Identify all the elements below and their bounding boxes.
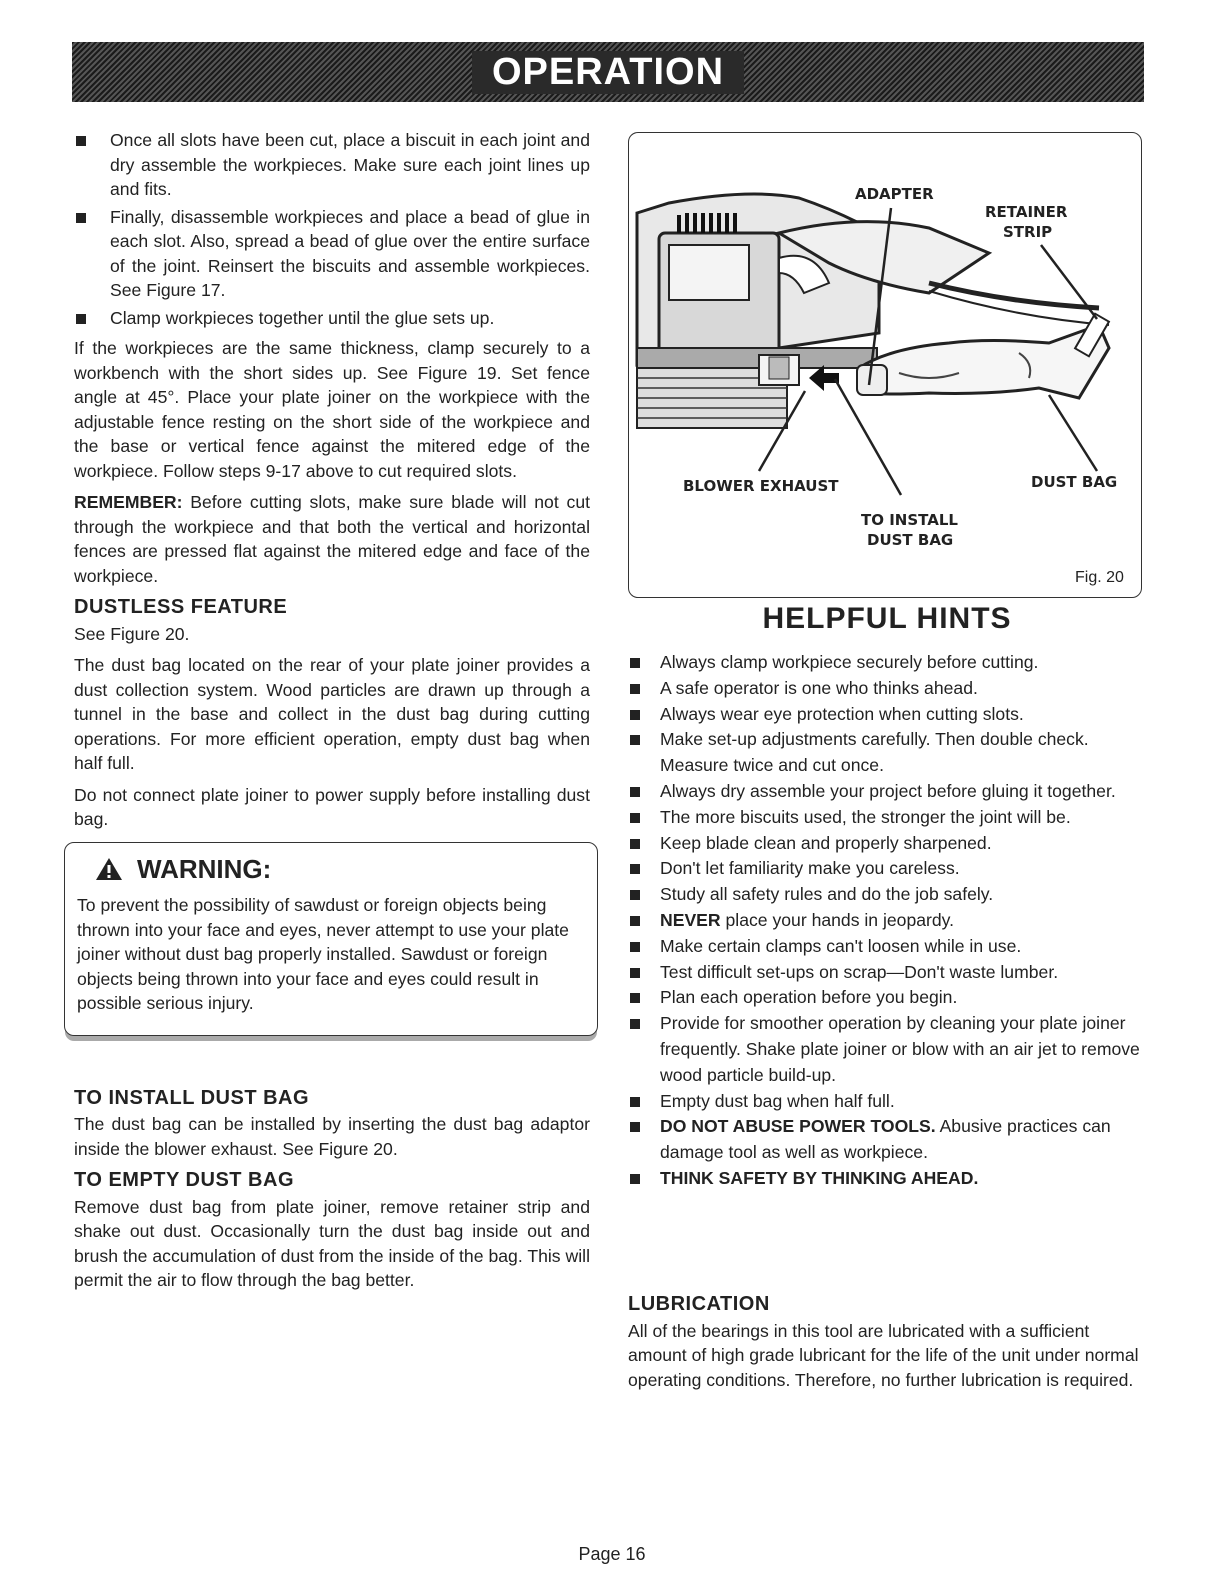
label-to-install-2: DUST BAG <box>867 531 954 549</box>
list-item: Empty dust bag when half full. <box>628 1089 1148 1115</box>
label-retainer-1: RETAINER <box>985 203 1068 221</box>
warning-text: To prevent the possibility of sawdust or foreign objects being thrown into your face and eyes, never attempt to use your plate joiner without dust bag properly installed. Sawdust or foreign objects being thrown into your face and eyes could result in possible serious injury. <box>77 895 569 1013</box>
list-item <box>628 1166 1148 1192</box>
install-heading: TO INSTALL DUST BAG <box>74 1086 310 1109</box>
warning-triangle-icon <box>95 857 123 881</box>
list-item: The more biscuits used, the stronger the joint will be. <box>628 805 1148 831</box>
list-item: Make certain clamps can't loosen while in use. <box>628 934 1148 960</box>
install-text: The dust bag can be installed by inserting the dust bag adaptor inside the blower exhaust. See Figure 20. <box>74 1114 590 1159</box>
dustless-paragraph-2: Do not connect plate joiner to power supply before installing dust bag. <box>74 784 590 829</box>
list-item <box>628 908 1148 934</box>
list-item: Make set-up adjustments carefully. Then double check. Measure twice and cut once. <box>628 727 1148 779</box>
lubrication-text: All of the bearings in this tool are lubricated with a sufficient amount of high grade lubricant for the life of the unit under normal operating conditions. Therefore, no further lubrication is required. <box>628 1320 1139 1390</box>
list-item: Always dry assemble your project before gluing it together. <box>628 779 1148 805</box>
remember-text: Before cutting slots, make sure blade will not cut through the workpiece and that both the vertical and horizontal fences are pressed flat against the mitered edge and face of the workpiece. <box>74 492 590 586</box>
section-banner <box>72 42 1144 102</box>
left-column <box>74 128 590 1300</box>
section-title: OPERATION <box>472 51 744 94</box>
label-retainer-2: STRIP <box>1003 223 1053 241</box>
think-safety: THINK SAFETY BY THINKING AHEAD. <box>660 1167 979 1188</box>
list-item: Always clamp workpiece securely before cutting. <box>628 650 1148 676</box>
mitered-paragraph: If the workpieces are the same thickness, clamp securely to a workbench with the short sides up. See Figure 19. Set fence angle at 45°. Place your plate joiner on the workpiece with the adjustable fence resting on the short side of the workpiece and the base or vertical fence against the mitered edge of the workpiece. Follow steps 9-17 above to cut required slots. <box>74 338 590 481</box>
figure-20 <box>628 132 1142 598</box>
list-item: Provide for smoother operation by cleaning your plate joiner frequently. Shake plate joiner or blow with an air jet to remove wood particle build-up. <box>628 1011 1148 1088</box>
label-dust-bag: DUST BAG <box>1031 473 1118 491</box>
list-item: Test difficult set-ups on scrap—Don't waste lumber. <box>628 960 1148 986</box>
helpful-hints-heading: HELPFUL HINTS <box>762 602 1012 635</box>
empty-text: Remove dust bag from plate joiner, remove retainer strip and shake out dust. Occasionally turn the dust bag inside out and brush the accumulation of dust from the inside of the bag. This will permit the air to flow through the bag better. <box>74 1196 590 1290</box>
list-item: Clamp workpieces together until the glue sets up. <box>74 306 590 331</box>
figure-caption: Fig. 20 <box>1075 569 1124 586</box>
abuse-bold: DO NOT ABUSE POWER TOOLS. <box>660 1116 936 1137</box>
list-item: Finally, disassemble workpieces and place a bead of glue in each slot. Also, spread a bead of glue over the entire surface of the joint. Reinsert the biscuits and assemble workpieces. See Figure 17. <box>74 205 590 303</box>
remember-label: REMEMBER: <box>74 492 183 512</box>
dustless-see: See Figure 20. <box>74 623 190 644</box>
never-bold: NEVER <box>660 909 721 930</box>
warning-box <box>64 842 598 1036</box>
dustless-paragraph: The dust bag located on the rear of your plate joiner provides a dust collection system. Wood particles are drawn up through a tunnel in the base and collect in the dust bag during cutting operations. For more efficient operation, empty dust bag when half full. <box>74 655 590 773</box>
page-number: Page 16 <box>578 1544 646 1564</box>
helpful-hints-list <box>628 650 1148 1198</box>
list-item: Don't let familiarity make you careless. <box>628 856 1148 882</box>
lubrication-section <box>628 1286 1146 1399</box>
label-to-install-1: TO INSTALL <box>861 511 958 529</box>
label-adapter: ADAPTER <box>855 185 934 203</box>
empty-heading: TO EMPTY DUST BAG <box>74 1169 295 1191</box>
dustless-heading: DUSTLESS FEATURE <box>74 596 288 618</box>
steps-list <box>74 128 590 330</box>
list-item: Always wear eye protection when cutting slots. <box>628 702 1148 728</box>
list-item <box>628 1114 1148 1166</box>
list-item: Keep blade clean and properly sharpened. <box>628 831 1148 857</box>
label-blower-exhaust: BLOWER EXHAUST <box>683 477 839 495</box>
list-item: Plan each operation before you begin. <box>628 985 1148 1011</box>
list-item: A safe operator is one who thinks ahead. <box>628 676 1148 702</box>
warning-title-row <box>95 853 587 884</box>
abuse-rest: Abusive practices can damage tool as well as workpiece. <box>660 1116 1111 1163</box>
never-rest: place your hands in jeopardy. <box>720 909 955 930</box>
remember-paragraph <box>74 490 590 588</box>
list-item: Once all slots have been cut, place a biscuit in each joint and dry assemble the workpieces. Make sure each joint lines up and fits. <box>74 128 590 202</box>
lubrication-heading: LUBRICATION <box>628 1293 770 1315</box>
list-item: Study all safety rules and do the job safely. <box>628 882 1148 908</box>
warning-title: WARNING: <box>137 853 272 884</box>
